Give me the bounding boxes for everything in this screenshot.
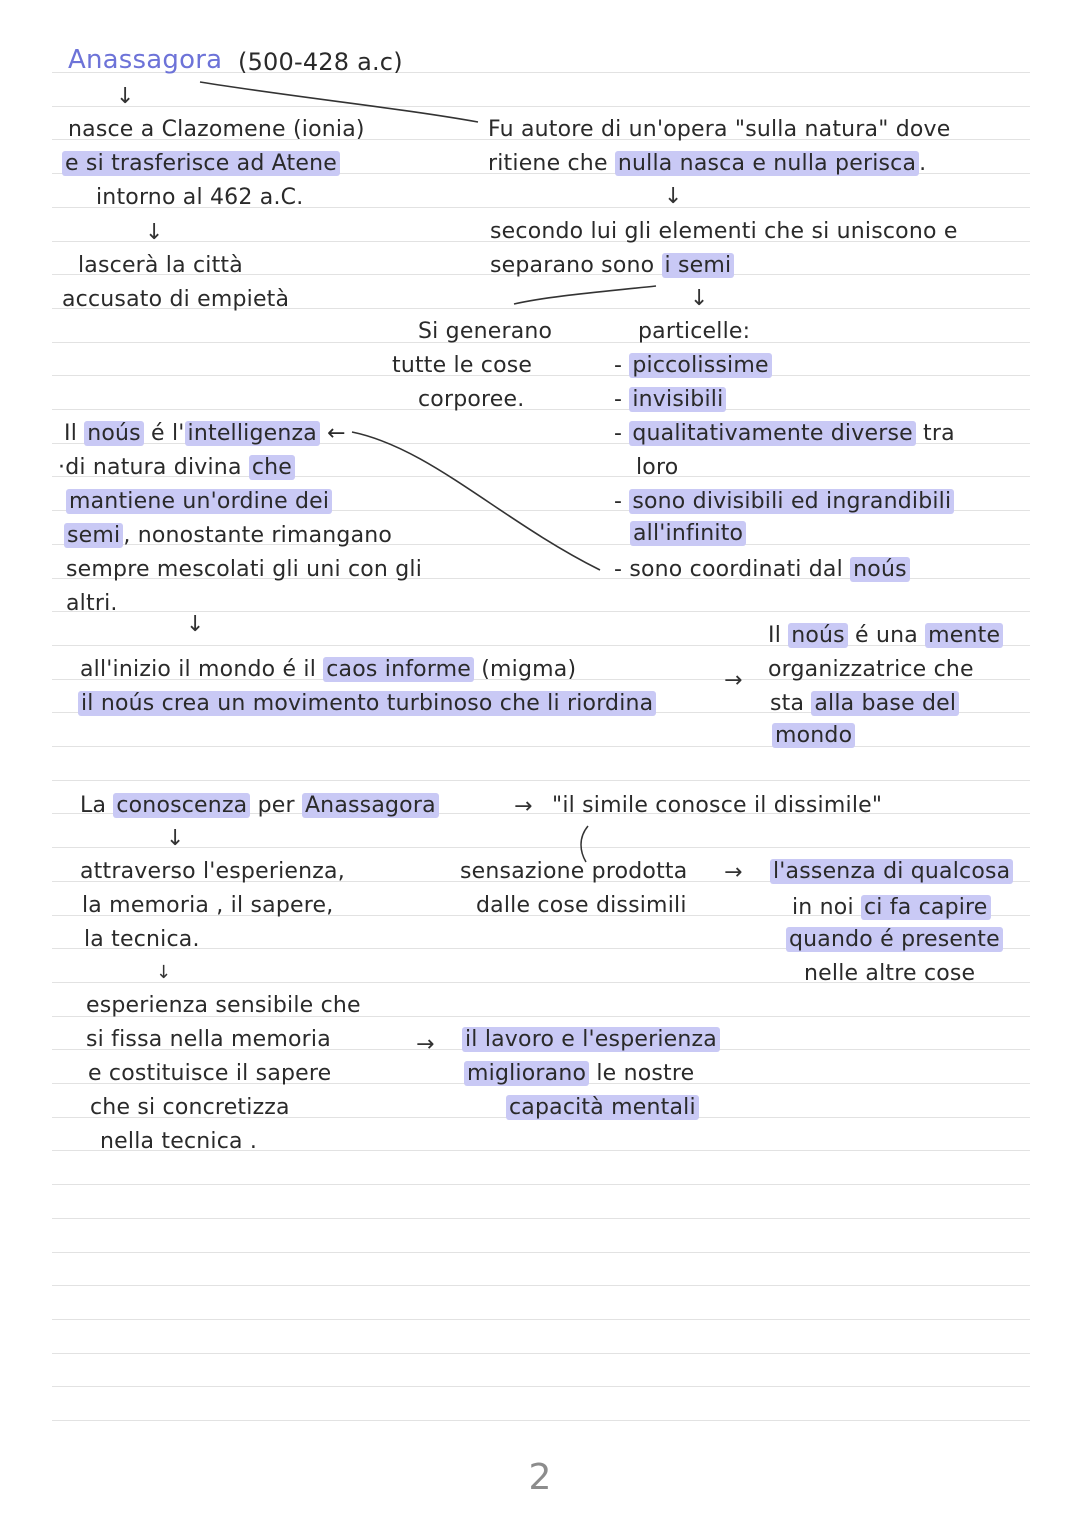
bio-line-1: nasce a Clazomene (ionia) [68,117,365,142]
esperienza-line-3: e costituisce il sapere [88,1061,332,1086]
bio-line-2-text: e si trasferisce ad Atene [62,151,340,176]
assenza-line-3-highlight: quando é presente [786,927,1003,952]
nous-line-3 [66,488,332,516]
caos-line-2-highlight: il noús crea un movimento turbinoso che li riordina [78,691,656,716]
nous-line-1-mid: é l' [151,421,185,446]
nous-line-1-highlight-2: intelligenza [185,421,320,446]
bio-line-2 [62,150,340,178]
semi-line-2-highlight: i semi [662,253,735,278]
bio-line-4: lascerà la città [78,253,243,278]
right-arrow-icon: → [416,1032,435,1057]
generano-line-3: corporee. [418,387,525,412]
right-arrow-icon: → [724,860,743,885]
esperienza-line-5: nella tecnica . [100,1129,258,1154]
semi-to-generano-arrow [514,286,656,304]
lavoro-line-1 [462,1026,720,1054]
mente-line-3-pre: sta [770,691,805,716]
nous-line-2-pre: di natura divina [65,455,242,480]
particelle-item-1: - piccolissime [614,352,772,380]
down-arrow-icon: ↓ [145,220,164,245]
esperienza-line-2: si fissa nella memoria [86,1027,331,1052]
particelle-item-4-cont-text: all'infinito [630,521,746,546]
down-arrow-icon: ↓ [186,612,205,637]
lavoro-line-2-mid: le [596,1061,617,1086]
sensazione-line-2: dalle cose dissimili [476,893,687,918]
attraverso-line-1: attraverso l'esperienza, [80,859,345,884]
lavoro-line-3-highlight: capacità mentali [506,1095,699,1120]
particelle-item-3-tail: tra [923,421,955,446]
nous-line-2-highlight: che [249,455,295,480]
lavoro-line-2-post: nostre [623,1061,695,1086]
semi-line-2-pre: separano sono [490,253,655,278]
particelle-item-2: - invisibili [614,386,726,414]
quote-hook-arrow [581,826,588,862]
lavoro-line-2-highlight: migliorano [464,1061,589,1086]
down-arrow-icon: ↓ [664,184,683,209]
particelle-item-3-cont: loro [636,455,679,480]
mente-line-4-highlight: mondo [772,723,855,748]
particelle-item-5: - sono coordinati dal noús [614,556,910,584]
lavoro-line-3 [506,1094,699,1122]
caos-line-1-post: (migma) [481,657,577,682]
page-number: 2 [528,1457,552,1498]
mente-line-1 [768,622,1003,650]
opera-line-2-pre: ritiene che [488,151,608,176]
down-arrow-icon: ↓ [116,84,135,109]
sensazione-line-1: sensazione prodotta [460,859,688,884]
conoscenza-highlight-1: conoscenza [113,793,250,818]
assenza-line-1-highlight: l'assenza di qualcosa [770,859,1013,884]
nous-line-5: sempre mescolati gli uni con gli [66,557,423,582]
mente-line-4 [772,722,855,750]
mente-line-1-highlight-2: mente [925,623,1003,648]
opera-line-2-highlight: nulla nasca e nulla perisca [615,151,919,176]
attraverso-line-3: la tecnica. [84,927,200,952]
assenza-line-4: nelle altre cose [804,961,976,986]
bio-line-5: accusato di empietà [62,287,290,312]
nous-line-6: altri. [66,591,118,616]
bio-line-3: intorno al 462 a.C. [96,185,304,210]
generano-line-2: tutte le cose [392,353,533,378]
caos-line-2 [78,690,656,718]
conoscenza-highlight-2: Anassagora [302,793,439,818]
title-dates: (500-428 a.c) [238,48,403,76]
generano-line-1: Si generano [418,319,553,344]
right-arrow-icon: → [514,794,533,819]
particelle-item-2-text: invisibili [629,387,726,412]
caos-line-1-pre: all'inizio il mondo é il [80,657,317,682]
mente-line-3 [770,690,959,718]
mente-line-2: organizzatrice che [768,657,974,682]
conoscenza-quote: "il simile conosce il dissimile" [552,793,883,818]
conoscenza-line [80,792,439,820]
particelle-item-5-highlight: noús [850,557,910,582]
nous-line-1-pre: Il [64,421,78,446]
conoscenza-pre: La [80,793,107,818]
semi-line-2 [490,252,734,280]
lavoro-line-1-highlight: il lavoro e l'esperienza [462,1027,720,1052]
assenza-line-2 [792,894,991,922]
particelle-item-4: - sono divisibili ed ingrandibili [614,488,954,516]
nous-line-2: ·di natura divina che [58,454,295,482]
caos-line-1-highlight: caos informe [323,657,474,682]
mente-line-1-pre: Il [768,623,782,648]
particelle-item-3: - qualitativamente diverse tra [614,421,955,446]
attraverso-line-2: la memoria , il sapere, [82,893,334,918]
title-name: Anassagora [68,45,223,75]
assenza-line-1 [770,858,1013,886]
esperienza-line-1: esperienza sensibile che [86,993,361,1018]
semi-line-1: secondo lui gli elementi che si uniscono e [490,219,958,244]
opera-line-2-post: . [919,151,927,176]
right-arrow-icon: → [724,668,743,693]
mente-line-3-highlight: alla base del [811,691,959,716]
mente-line-1-mid: é una [855,623,918,648]
nous-line-1: Il noús é l' intelligenza ← [64,421,346,446]
particelle-item-5-pre: sono coordinati dal [629,557,843,582]
conoscenza-mid: per [257,793,295,818]
nous-line-4-post: , nonostante rimangano [123,523,393,548]
nous-line-3-highlight: mantiene un'ordine dei [66,489,332,514]
particelle-item-4-cont [630,520,746,548]
particelle-item-1-text: piccolissime [629,353,771,378]
particelle-item-4-text: sono divisibili ed ingrandibili [629,489,954,514]
nous-line-1-highlight-1: noús [84,421,144,446]
opera-line-2 [488,150,926,178]
mente-line-1-highlight-1: noús [788,623,848,648]
down-arrow-icon: ↓ [156,962,172,983]
opera-line-1: Fu autore di un'opera "sulla natura" dove [488,117,951,142]
down-arrow-icon: ↓ [166,826,185,851]
down-arrow-icon: ↓ [690,286,709,311]
lavoro-line-2 [464,1060,694,1088]
caos-line-1 [80,656,576,684]
nous-line-4-highlight: semi [64,523,123,548]
assenza-line-2-highlight: ci fa capire [861,895,991,920]
nous-line-4 [64,522,392,550]
assenza-line-2-pre: in noi [792,895,854,920]
esperienza-line-4: che si concretizza [90,1095,290,1120]
assenza-line-3 [786,926,1003,954]
particelle-item-3-text: qualitativamente diverse [629,421,916,446]
particelle-heading: particelle: [638,319,751,344]
